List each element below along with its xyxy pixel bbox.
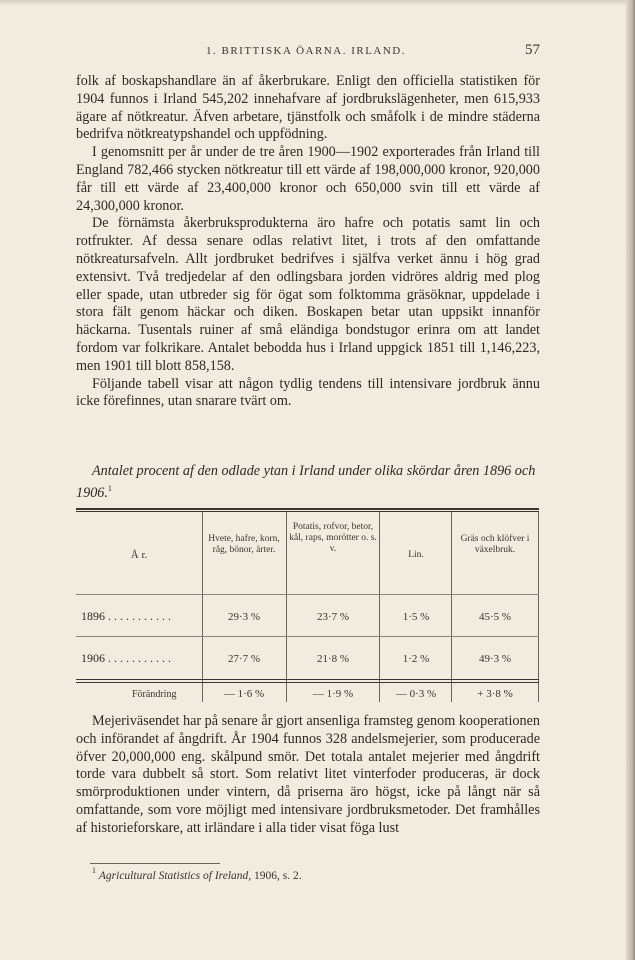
value-1906-grass: 49·3 % <box>478 653 512 665</box>
body-text-top <box>76 73 540 411</box>
value-1896-grass: 45·5 % <box>478 611 512 623</box>
header-root-crops: Potatis, rofvor, betor, kål, raps, morötter o. s. v. <box>289 522 377 555</box>
value-1906-cereals: 27·7 % <box>227 653 261 665</box>
column-divider <box>286 512 287 702</box>
column-divider <box>379 512 380 702</box>
column-divider <box>202 512 203 702</box>
row-rule <box>76 636 539 637</box>
crop-percentage-table <box>76 508 539 707</box>
table-caption <box>76 462 540 502</box>
value-1896-root-crops: 23·7 % <box>316 611 350 623</box>
value-1906-root-crops: 21·8 % <box>316 653 350 665</box>
footnote <box>92 866 532 882</box>
paragraph-export: I genomsnitt per år under de tre åren 1900—1902 exporterades från Irland till England 782,466 stycken nötkreatur till ett värde af 198,000,000 kronor, 920,000 får till ett värde af 23,400,000 kronor och 650,000 svin till ett värde af 24,300,000 kronor. <box>76 144 540 214</box>
caption-footnote-mark: 1 <box>107 484 112 493</box>
header-rule <box>76 594 539 595</box>
table-caption-text: Antalet procent af den odlade ytan i Irland under olika skördar åren 1896 och 1906. <box>76 463 536 501</box>
footnote-source: Agricultural Statistics of Ireland, <box>98 870 252 882</box>
page-top-edge <box>0 0 635 6</box>
paragraph-table-intro: Följande tabell visar att någon tydlig tendens till intensivare jordbruk ännu icke förefinnes, utan snarare tvärt om. <box>76 375 540 410</box>
value-1906-flax: 1·2 % <box>402 653 430 665</box>
header-flax: Lin. <box>408 550 424 560</box>
value-1896-flax: 1·5 % <box>402 611 430 623</box>
paragraph-dairy: Mejeriväsendet har på senare år gjort ansenliga framsteg genom kooperationen och införandet af ångdrift. År 1904 funnos 328 andelsmejerier, som producerade öfver 20,000,000 eng. skålpund smör. Det totala antalet mejerier med ångdrift torde vara dubbelt så stort. Som relativt litet vinterfoder produceras, är dock smörproduktionen under vintern, då priserna äro högst, icke på långt när så omfattande, som vore möjligt med intensivare jordbruksmetoder. Det framhålles af historieforskare, att irländare i alla tider visat föga lust <box>76 713 540 836</box>
header-year: Å r. <box>130 549 148 561</box>
running-title: 1. BRITTISKA ÖARNA. IRLAND. <box>206 45 406 57</box>
change-rule-thin <box>76 682 539 683</box>
page-number: 57 <box>525 42 540 58</box>
footnote-rule <box>90 863 220 864</box>
body-text-bottom <box>76 713 540 838</box>
change-flax: — 0·3 % <box>395 688 437 700</box>
paragraph-livestock-owners: folk af boskapshandlare än af åkerbrukare. Enligt den officiella statistiken för 1904 funnos i Irland 545,202 innehafvare af jordbrukslägenheter, men 615,933 ägare af nötkreatur. Äfven arbetare, tjänstfolk och småfolk i de mindre städerna bedrifva nötkreatурshandel och uppfödning. <box>76 73 540 143</box>
footnote-mark: 1 <box>92 866 96 875</box>
footnote-detail: 1906, s. 2. <box>254 870 302 882</box>
table-top-rule-thin <box>76 511 539 512</box>
row-year-1906: 1906 . . . . . . . . . . . <box>81 651 171 665</box>
page-binding-edge <box>626 0 635 960</box>
paragraph-crops: De förnämsta åkerbruksprodukterna äro hafre och potatis samt lin och rotfrukter. Af dessa senare odlas relativt litet, i trots af den omfattande nötkreatursafveln. Allt jordbruket bedrifves i själfva verket ännu i hög grad extensivt. Två tredjedelar af den odlingsbara jorden vidröres aldrig med plog eller spade, utan utbreder sig för ögat som folktomma gräsöknar, uppdelade i stora fält genom häckar och diken. Boskapen betar utan uppsikt innanför häckarna. Tusentals ruiner af små eländiga bondstugor erinra om att landet fordom var folkrikare. Antalet bebodda hus i Irland uppgick 1851 till 1,146,223, men 1901 till blott 858,158. <box>76 215 540 374</box>
column-divider <box>538 512 539 702</box>
value-1896-cereals: 29·3 % <box>227 611 261 623</box>
table-top-rule <box>76 508 539 510</box>
column-divider <box>451 512 452 702</box>
change-cereals: — 1·6 % <box>223 688 265 700</box>
header-grass: Gräs och klöfver i växelbruk. <box>460 534 530 556</box>
header-cereals: Hvete, hafre, korn, råg, bönor, ärter. <box>208 534 280 556</box>
change-label: Förändring <box>132 689 177 700</box>
running-header <box>76 42 540 65</box>
row-year-1896: 1896 . . . . . . . . . . . <box>81 609 171 623</box>
change-rule <box>76 679 539 680</box>
change-root-crops: — 1·9 % <box>312 688 354 700</box>
change-grass: + 3·8 % <box>477 688 513 700</box>
